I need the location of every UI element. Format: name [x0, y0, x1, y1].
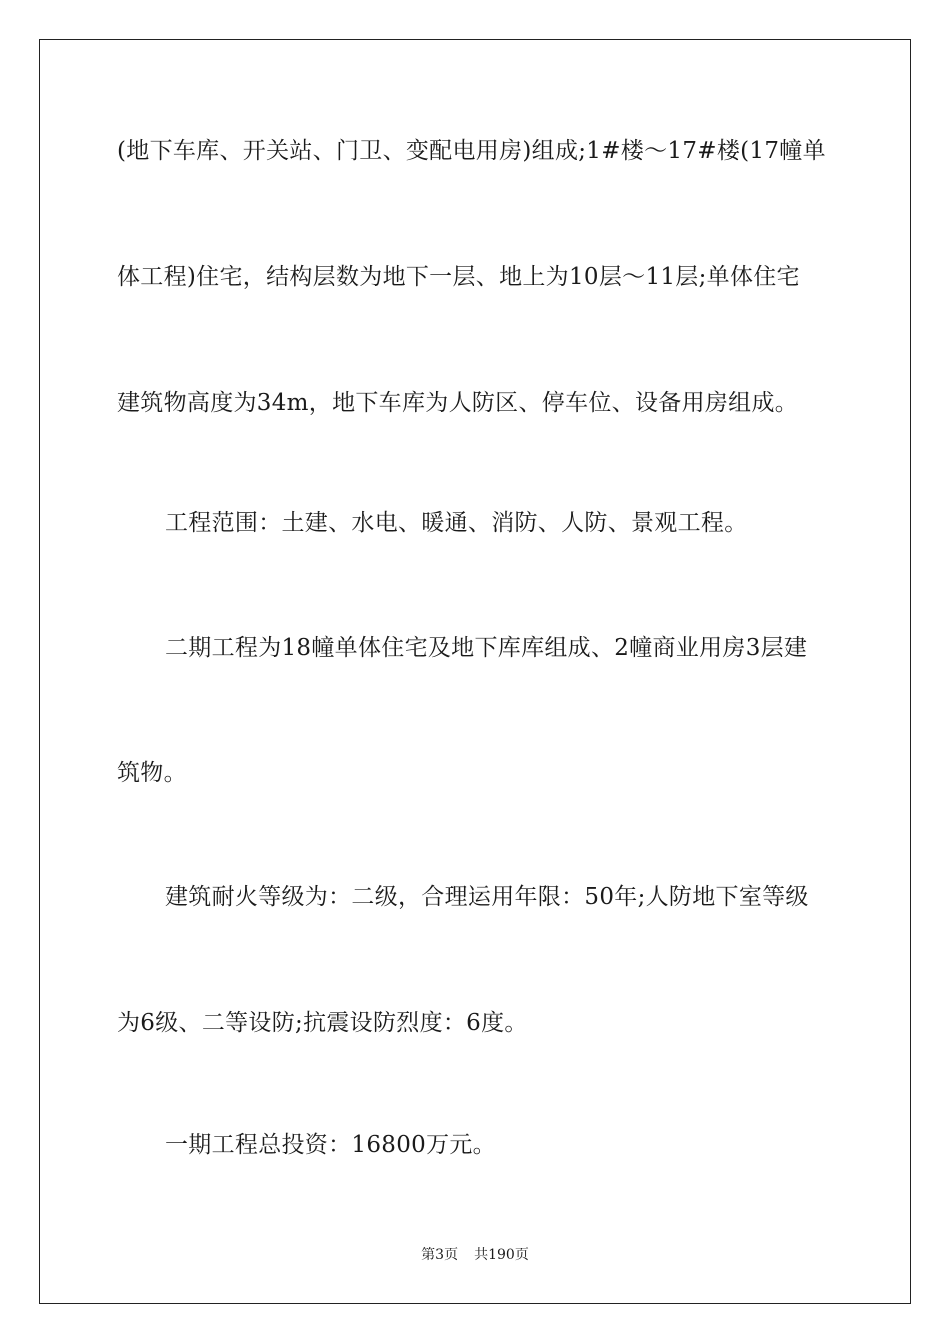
page-footer — [0, 1246, 950, 1264]
text-line-1: (地下车库、开关站、门卫、变配电用房)组成;1#楼～17#楼(17幢单 — [117, 138, 826, 164]
text-line-5: 二期工程为18幢单体住宅及地下库库组成、2幢商业用房3层建 — [165, 635, 808, 661]
page-total: 共190页 — [474, 1247, 529, 1263]
text-line-6: 筑物。 — [117, 760, 187, 786]
text-line-2: 体工程)住宅，结构层数为地下一层、地上为10层～11层;单体住宅 — [117, 264, 800, 290]
text-line-7: 建筑耐火等级为：二级，合理运用年限：50年;人防地下室等级 — [165, 884, 809, 910]
text-line-8: 为6级、二等设防;抗震设防烈度：6度。 — [117, 1010, 528, 1036]
page-number: 第3页 — [421, 1247, 459, 1263]
text-line-4: 工程范围：土建、水电、暖通、消防、人防、景观工程。 — [165, 510, 748, 536]
page-border — [39, 39, 911, 1304]
text-line-3: 建筑物高度为34m，地下车库为人防区、停车位、设备用房组成。 — [117, 390, 799, 416]
text-line-9: 一期工程总投资：16800万元。 — [165, 1132, 496, 1158]
